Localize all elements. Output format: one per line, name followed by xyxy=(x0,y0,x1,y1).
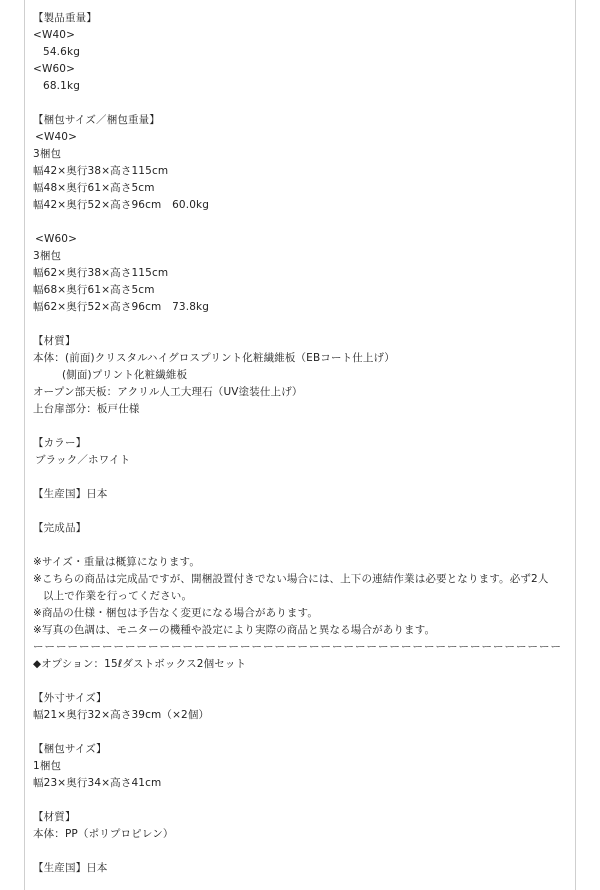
w60-label: <W60> xyxy=(33,63,76,75)
note-spec-change: ※商品の仕様・梱包は予告なく変更になる場合があります。 xyxy=(33,607,319,619)
package-w40-line: 幅42×奥行52×高さ96cm 60.0kg xyxy=(33,199,210,211)
spacer xyxy=(33,673,568,690)
material-line: 上台扉部分：板戸仕様 xyxy=(33,403,140,415)
spacer xyxy=(33,95,568,112)
option-package-heading: 【梱包サイズ】 xyxy=(33,743,107,755)
product-weight-heading: 【製品重量】 xyxy=(33,12,97,24)
w40-weight: 54.6kg xyxy=(43,46,81,58)
package-w60-line: 幅62×奥行38×高さ115cm xyxy=(33,267,169,279)
material-line: (側面)プリント化粧繊維板 xyxy=(62,369,188,381)
package-w40-line: 幅48×奥行61×高さ5cm xyxy=(33,182,155,194)
spacer xyxy=(33,316,568,333)
package-w60-line: 幅62×奥行52×高さ96cm 73.8kg xyxy=(33,301,210,313)
option-title: ◆オプション：15ℓダストボックス2個セット xyxy=(33,658,247,670)
option-origin: 【生産国】日本 xyxy=(33,862,108,874)
spacer xyxy=(33,537,568,554)
w40-label: <W40> xyxy=(33,29,76,41)
option-material-heading: 【材質】 xyxy=(33,811,76,823)
option-package-value: 幅23×奥行34×高さ41cm xyxy=(33,777,162,789)
note-assembly: ※こちらの商品は完成品ですが、開梱設置付きでない場合には、上下の連結作業は必要となります。必ず2人 xyxy=(33,573,549,585)
package-w40-line: 幅42×奥行38×高さ115cm xyxy=(33,165,169,177)
section-divider: ーーーーーーーーーーーーーーーーーーーーーーーーーーーーーーーーーーーーーーーーーーーーーー xyxy=(33,641,562,653)
spacer xyxy=(33,843,568,860)
material-line: オープン部天板：アクリル人工大理石（UV塗装仕上げ） xyxy=(33,386,303,398)
finished-line: 【完成品】 xyxy=(33,522,87,534)
spacer xyxy=(33,503,568,520)
package-w60-count: 3梱包 xyxy=(33,250,62,262)
spacer xyxy=(33,418,568,435)
note-assembly-cont: 以上で作業を行ってください。 xyxy=(43,590,193,602)
right-border xyxy=(575,0,576,890)
left-border xyxy=(24,0,25,890)
note-color: ※写真の色調は、モニターの機種や設定により実際の商品と異なる場合があります。 xyxy=(33,624,436,636)
material-line: 本体：(前面)クリスタルハイグロスプリント化粧繊維板（EBコート仕上げ） xyxy=(33,352,395,364)
product-spec-document xyxy=(33,10,568,877)
material-heading: 【材質】 xyxy=(33,335,76,347)
w60-weight: 68.1kg xyxy=(43,80,81,92)
color-heading: 【カラー】 xyxy=(33,437,87,449)
package-w40-count: 3梱包 xyxy=(33,148,62,160)
note-size-weight: ※サイズ・重量は概算になります。 xyxy=(33,556,201,568)
spacer xyxy=(33,792,568,809)
option-outer-value: 幅21×奥行32×高さ39cm（×2個） xyxy=(33,709,210,721)
package-heading: 【梱包サイズ／梱包重量】 xyxy=(33,114,160,126)
package-w60-label: <W60> xyxy=(35,233,78,245)
origin-line: 【生産国】日本 xyxy=(33,488,108,500)
option-outer-heading: 【外寸サイズ】 xyxy=(33,692,107,704)
spacer xyxy=(33,724,568,741)
spacer xyxy=(33,469,568,486)
spacer xyxy=(33,214,568,231)
package-w40-label: <W40> xyxy=(35,131,78,143)
package-w60-line: 幅68×奥行61×高さ5cm xyxy=(33,284,155,296)
option-package-count: 1梱包 xyxy=(33,760,62,772)
color-value: ブラック／ホワイト xyxy=(35,454,131,466)
option-material-value: 本体：PP（ポリプロピレン） xyxy=(33,828,174,840)
